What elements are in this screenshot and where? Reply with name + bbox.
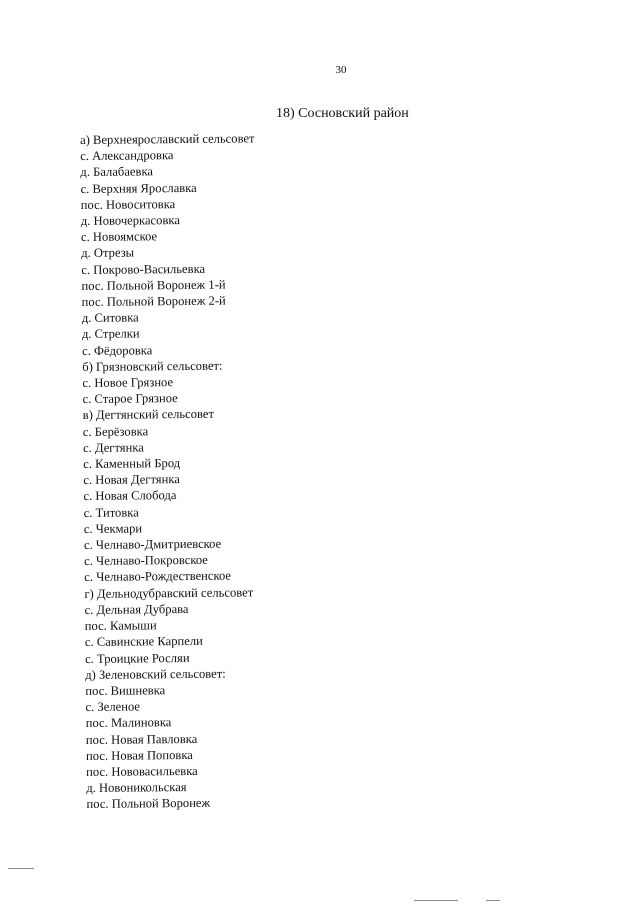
- list-item: с. Новоямское: [80, 229, 158, 245]
- list-item: д. Отрезы: [81, 245, 135, 261]
- list-item: пос. Камыши: [84, 618, 157, 634]
- list-item: с. Троицкие Росляи: [84, 650, 190, 666]
- list-item: с. Зеленое: [85, 699, 141, 715]
- list-item: с. Новая Дегтянка: [83, 472, 180, 488]
- list-item: б) Грязновский сельсовет:: [82, 358, 223, 374]
- list-item: с. Дельная Дубрава: [84, 601, 189, 617]
- list-item: д. Новоникольская: [86, 780, 187, 796]
- list-item: с. Чекмари: [83, 521, 143, 536]
- scan-speck: [8, 868, 34, 869]
- list-item: с. Берёзовка: [82, 424, 149, 439]
- list-item: пос. Новая Павловка: [85, 731, 198, 747]
- list-item: в) Дегтянский сельсовет: [82, 407, 215, 423]
- list-item: пос. Новоситовка: [80, 196, 176, 212]
- scan-speck: [486, 900, 500, 901]
- settlement-list: [80, 129, 447, 813]
- list-item: с. Покрово-Васильевка: [81, 261, 206, 277]
- section-title: 18) Сосновский район: [276, 106, 409, 121]
- list-item: д) Зеленовский сельсовет:: [85, 666, 226, 682]
- list-item: с. Каменный Брод: [83, 456, 181, 472]
- list-item: с. Фёдоровка: [82, 342, 153, 358]
- list-item: пос. Нововасильевка: [86, 763, 198, 779]
- list-item: с. Дегтянка: [82, 440, 144, 455]
- list-item: пос. Польной Воронеж 2-й: [81, 293, 226, 310]
- list-item: г) Дельнодубравский сельсовет: [84, 585, 254, 601]
- list-item: пос. Вишневка: [85, 683, 166, 698]
- list-item: д. Новочеркасовка: [80, 213, 180, 229]
- list-item: пос. Малиновка: [85, 715, 172, 731]
- list-item: с. Верхняя Ярославка: [80, 180, 197, 196]
- list-item: с. Новое Грязное: [82, 375, 174, 391]
- page-number: 30: [335, 64, 347, 76]
- list-item: д. Балабаевка: [80, 164, 154, 180]
- list-item: с. Челнаво-Дмитриевское: [83, 536, 222, 553]
- list-item: с. Челнаво-Рождественское: [84, 569, 232, 585]
- list-item: с. Новая Слобода: [83, 488, 177, 504]
- list-item: с. Старое Грязное: [82, 391, 178, 407]
- list-item: с. Александровка: [80, 148, 174, 164]
- list-item: д. Стрелки: [81, 326, 140, 342]
- list-item: с. Савинские Карпели: [84, 634, 203, 650]
- list-item: а) Верхнеярославский сельсовет: [80, 131, 255, 147]
- list-item: пос. Польной Воронеж: [86, 796, 211, 812]
- list-item: д. Ситовка: [81, 310, 139, 326]
- list-item: с. Челнаво-Покровское: [84, 553, 208, 569]
- list-item: пос. Польной Воронеж 1-й: [81, 277, 226, 293]
- list-item: с. Титовка: [83, 505, 139, 520]
- list-item: пос. Новая Поповка: [85, 747, 193, 763]
- scan-speck: [414, 900, 458, 901]
